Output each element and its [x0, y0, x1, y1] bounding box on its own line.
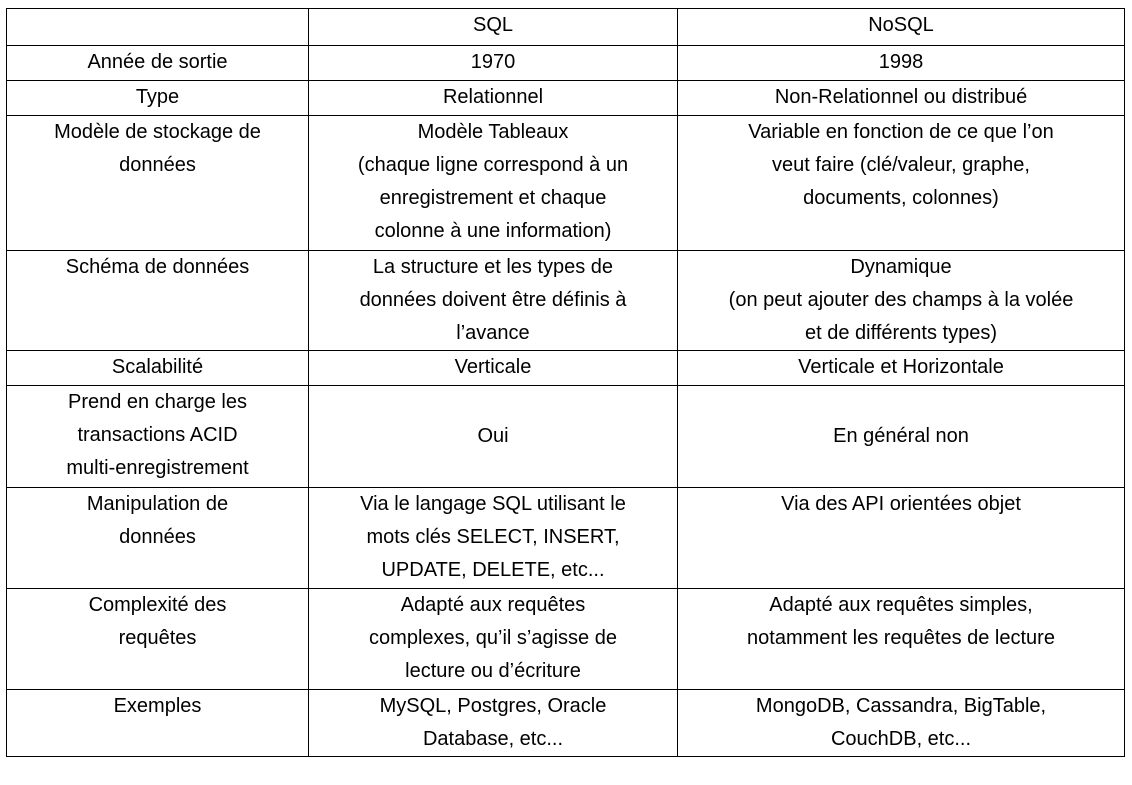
row-label: Type	[7, 81, 309, 116]
table-row	[7, 488, 1125, 589]
sql-cell: Via le langage SQL utilisant le mots clés SELECT, INSERT, UPDATE, DELETE, etc...	[309, 488, 678, 589]
sql-cell: Modèle Tableaux (chaque ligne correspond à un enregistrement et chaque colonne à une information)	[309, 116, 678, 251]
sql-cell: Oui	[309, 386, 678, 488]
sql-cell: La structure et les types de données doivent être définis à l’avance	[309, 251, 678, 351]
table-row	[7, 116, 1125, 251]
sql-cell: MySQL, Postgres, Oracle Database, etc...	[309, 690, 678, 757]
comparison-table	[6, 8, 1125, 757]
header-cell-nosql: NoSQL	[678, 9, 1125, 46]
nosql-cell: En général non	[678, 386, 1125, 488]
nosql-cell: Dynamique (on peut ajouter des champs à la volée et de différents types)	[678, 251, 1125, 351]
nosql-cell: 1998	[678, 46, 1125, 81]
header-row	[7, 9, 1125, 46]
header-cell-sql: SQL	[309, 9, 678, 46]
table-row	[7, 251, 1125, 351]
table-row	[7, 81, 1125, 116]
nosql-cell: Via des API orientées objet	[678, 488, 1125, 589]
nosql-cell: Adapté aux requêtes simples, notamment les requêtes de lecture	[678, 589, 1125, 690]
row-label: Complexité des requêtes	[7, 589, 309, 690]
row-label: Manipulation de données	[7, 488, 309, 589]
table-row	[7, 351, 1125, 386]
row-label: Prend en charge les transactions ACID multi-enregistrement	[7, 386, 309, 488]
row-label: Exemples	[7, 690, 309, 757]
table-row	[7, 589, 1125, 690]
table-row	[7, 690, 1125, 757]
row-label: Année de sortie	[7, 46, 309, 81]
header-cell-empty	[7, 9, 309, 46]
nosql-cell: Verticale et Horizontale	[678, 351, 1125, 386]
row-label: Modèle de stockage de données	[7, 116, 309, 251]
row-label: Scalabilité	[7, 351, 309, 386]
nosql-cell: MongoDB, Cassandra, BigTable, CouchDB, etc...	[678, 690, 1125, 757]
row-label: Schéma de données	[7, 251, 309, 351]
sql-cell: 1970	[309, 46, 678, 81]
table-row	[7, 386, 1125, 488]
nosql-cell: Variable en fonction de ce que l’on veut faire (clé/valeur, graphe, documents, colonnes)	[678, 116, 1125, 251]
sql-cell: Relationnel	[309, 81, 678, 116]
table-row	[7, 46, 1125, 81]
sql-cell: Adapté aux requêtes complexes, qu’il s’agisse de lecture ou d’écriture	[309, 589, 678, 690]
sql-cell: Verticale	[309, 351, 678, 386]
nosql-cell: Non-Relationnel ou distribué	[678, 81, 1125, 116]
